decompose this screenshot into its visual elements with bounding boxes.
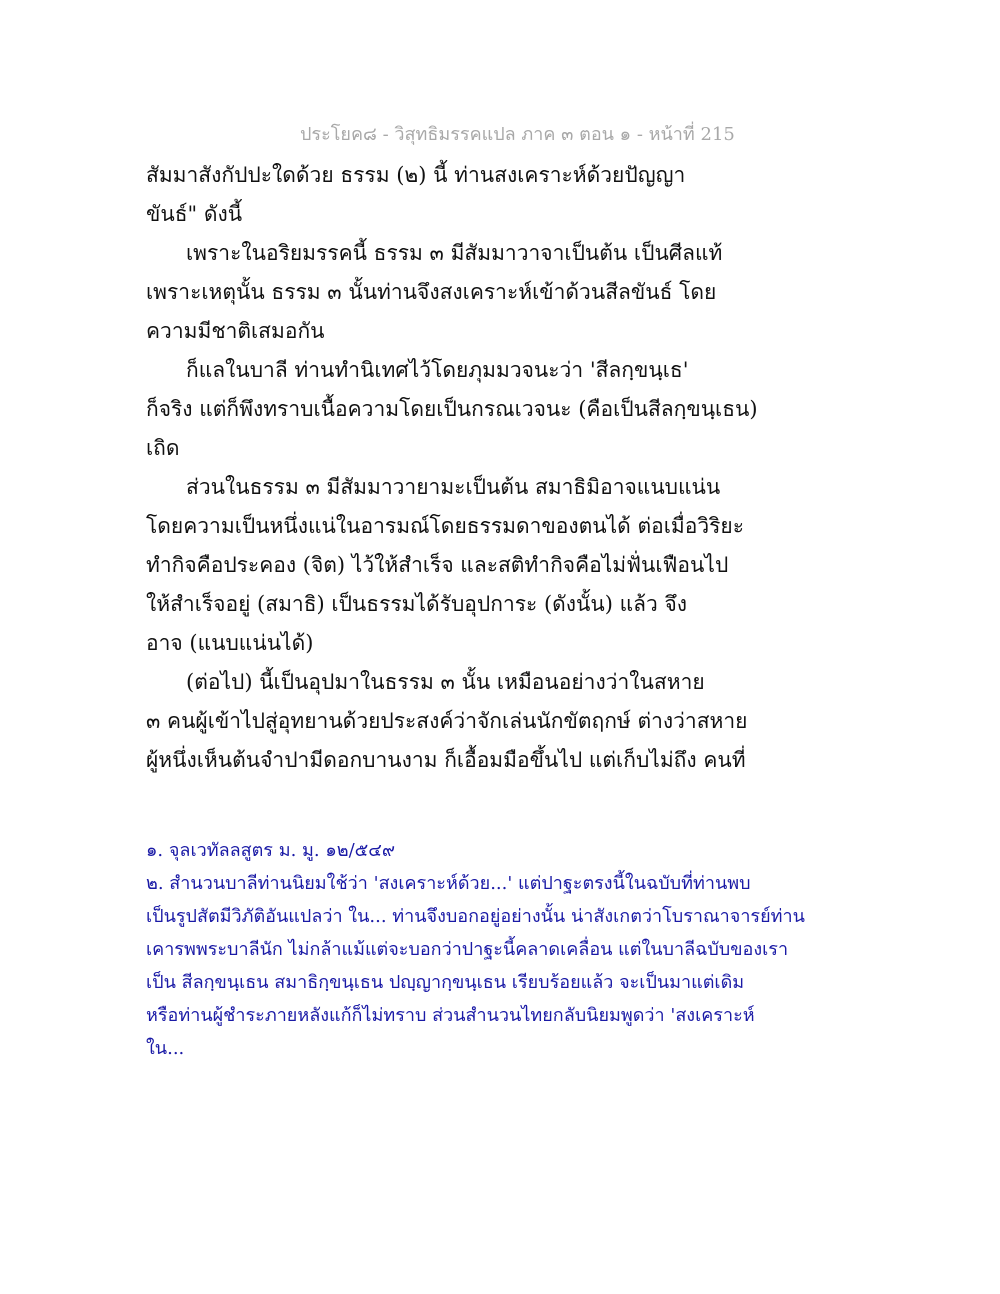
body-line: เพราะในอริยมรรคนี้ ธรรม ๓ มีสัมมาวาจาเป็นต้น เป็นศีลแท้ <box>186 241 723 265</box>
body-line: ขันธ์" ดังนี้ <box>146 202 243 226</box>
body-line: อาจ (แนบแน่นได้) <box>146 631 314 655</box>
footnote-line: เป็นรูปสัตมีวิภัติอันแปลว่า ใน... ท่านจึงบอกอยู่อย่างนั้น น่าสังเกตว่าโบราณาจารย์ท่าน <box>146 906 805 927</box>
body-line: ความมีชาติเสมอกัน <box>146 319 325 343</box>
body-text <box>146 156 758 780</box>
body-line: ก็แลในบาลี ท่านทำนิเทศไว้โดยภุมมวจนะว่า 'สีลกฺขนฺเธ' <box>186 358 689 382</box>
body-line: สัมมาสังกัปปะใดด้วย ธรรม (๒) นี้ ท่านสงเคราะห์ด้วยปัญญา <box>146 163 686 187</box>
body-line: ส่วนในธรรม ๓ มีสัมมาวายามะเป็นต้น สมาธิมิอาจแนบแน่น <box>186 475 721 499</box>
page-header: ประโยค๘ - วิสุทธิมรรคแปล ภาค ๓ ตอน ๑ - หน้าที่ 215 <box>300 124 735 145</box>
footnote-line: หรือท่านผู้ชำระภายหลังแก้ก็ไม่ทราบ ส่วนสำนวนไทยกลับนิยมพูดว่า 'สงเคราะห์ <box>146 1005 755 1026</box>
body-line: เถิด <box>146 436 180 460</box>
body-line: ผู้หนึ่งเห็นต้นจำปามีดอกบานงาม ก็เอื้อมมือขึ้นไป แต่เก็บไม่ถึง คนที่ <box>146 748 746 772</box>
body-line: เพราะเหตุนั้น ธรรม ๓ นั้นท่านจึงสงเคราะห์เข้าด้วนสีลขันธ์ โดย <box>146 280 717 304</box>
body-line: ๓ คนผู้เข้าไปสู่อุทยานด้วยประสงค์ว่าจักเล่นนักขัตฤกษ์ ต่างว่าสหาย <box>146 709 748 733</box>
body-line: ให้สำเร็จอยู่ (สมาธิ) เป็นธรรมได้รับอุปการะ (ดังนั้น) แล้ว จึง <box>146 592 688 616</box>
footnote-line: ๑. จุลเวทัลลสูตร ม. มู. ๑๒/๕๔๙ <box>146 840 396 861</box>
body-line: (ต่อไป) นี้เป็นอุปมาในธรรม ๓ นั้น เหมือนอย่างว่าในสหาย <box>186 670 705 694</box>
body-line: โดยความเป็นหนึ่งแน่ในอารมณ์โดยธรรมดาของตนได้ ต่อเมื่อวิริยะ <box>146 514 745 538</box>
footnote-line: เป็น สีลกฺขนฺเธน สมาธิกฺขนฺเธน ปญฺญากฺขนฺเธน เรียบร้อยแล้ว จะเป็นมาแต่เดิม <box>146 972 745 993</box>
footnote-line: ใน... <box>146 1038 185 1059</box>
body-line: ทำกิจคือประคอง (จิต) ไว้ให้สำเร็จ และสติทำกิจคือไม่ฟั่นเฟือนไป <box>146 553 729 577</box>
footnote-line: เคารพพระบาลีนัก ไม่กล้าแม้แต่จะบอกว่าปาฐะนี้คลาดเคลื่อน แต่ในบาลีฉบับของเรา <box>146 939 789 960</box>
footnote-line: ๒. สำนวนบาลีท่านนิยมใช้ว่า 'สงเคราะห์ด้วย...' แต่ปาฐะตรงนี้ในฉบับที่ท่านพบ <box>146 873 751 894</box>
footnotes <box>146 834 805 1065</box>
body-line: ก็จริง แต่ก็พึงทราบเนื้อความโดยเป็นกรณเวจนะ (คือเป็นสีลกฺขนฺเธน) <box>146 397 758 421</box>
